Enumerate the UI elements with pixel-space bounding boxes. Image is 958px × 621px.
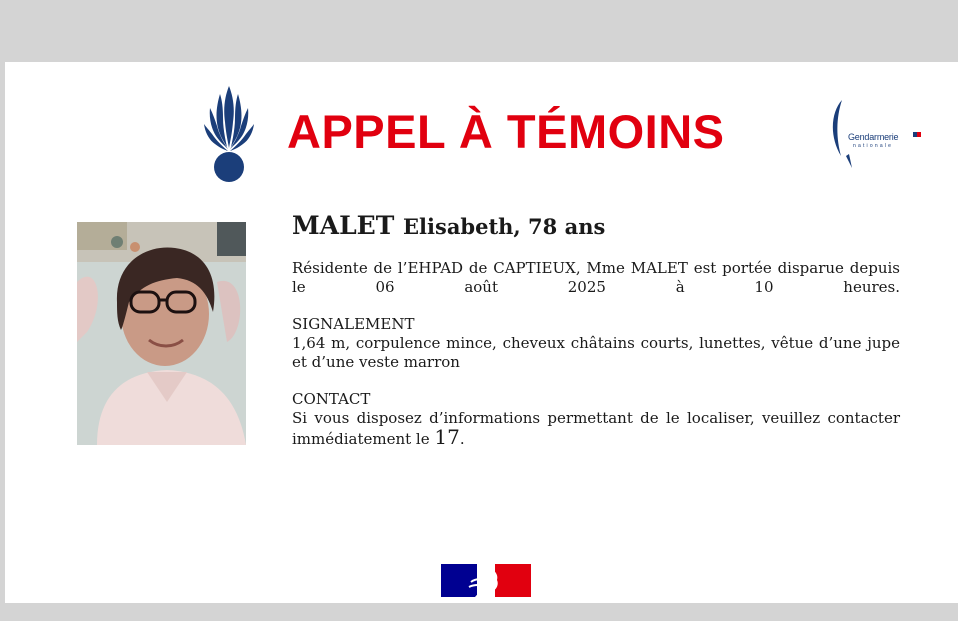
logo-subtext: nationale — [853, 143, 894, 149]
contact-text — [292, 409, 900, 449]
contact-label: CONTACT — [292, 390, 371, 408]
person-given-age: Elisabeth, 78 ans — [403, 214, 606, 239]
marianne-flag-icon — [441, 564, 531, 597]
portrait-photo — [77, 222, 246, 445]
intro-paragraph: Résidente de l’EHPAD de CAPTIEUX, Mme MALET est portée disparue depuis le 06 août 2025 à 10 heures. — [292, 259, 900, 296]
person-name — [292, 210, 900, 243]
person-surname: MALET — [292, 211, 395, 240]
signalement-label: SIGNALEMENT — [292, 315, 415, 333]
page-title: APPEL À TÉMOINS — [287, 105, 725, 158]
contact-text-before: Si vous disposez d’informations permettant de le localiser, veuillez contacter immédiatement le — [292, 409, 900, 448]
poster — [5, 62, 958, 603]
logo-text: Gendarmerie — [848, 132, 899, 142]
contact-text-after: . — [459, 430, 465, 448]
notice-text — [292, 210, 900, 449]
signalement-text: 1,64 m, corpulence mince, cheveux châtains courts, lunettes, vêtue d’une jupe et d’une veste marron — [292, 334, 900, 371]
grenade-emblem-icon — [201, 82, 257, 186]
emergency-number: 17 — [434, 425, 460, 449]
